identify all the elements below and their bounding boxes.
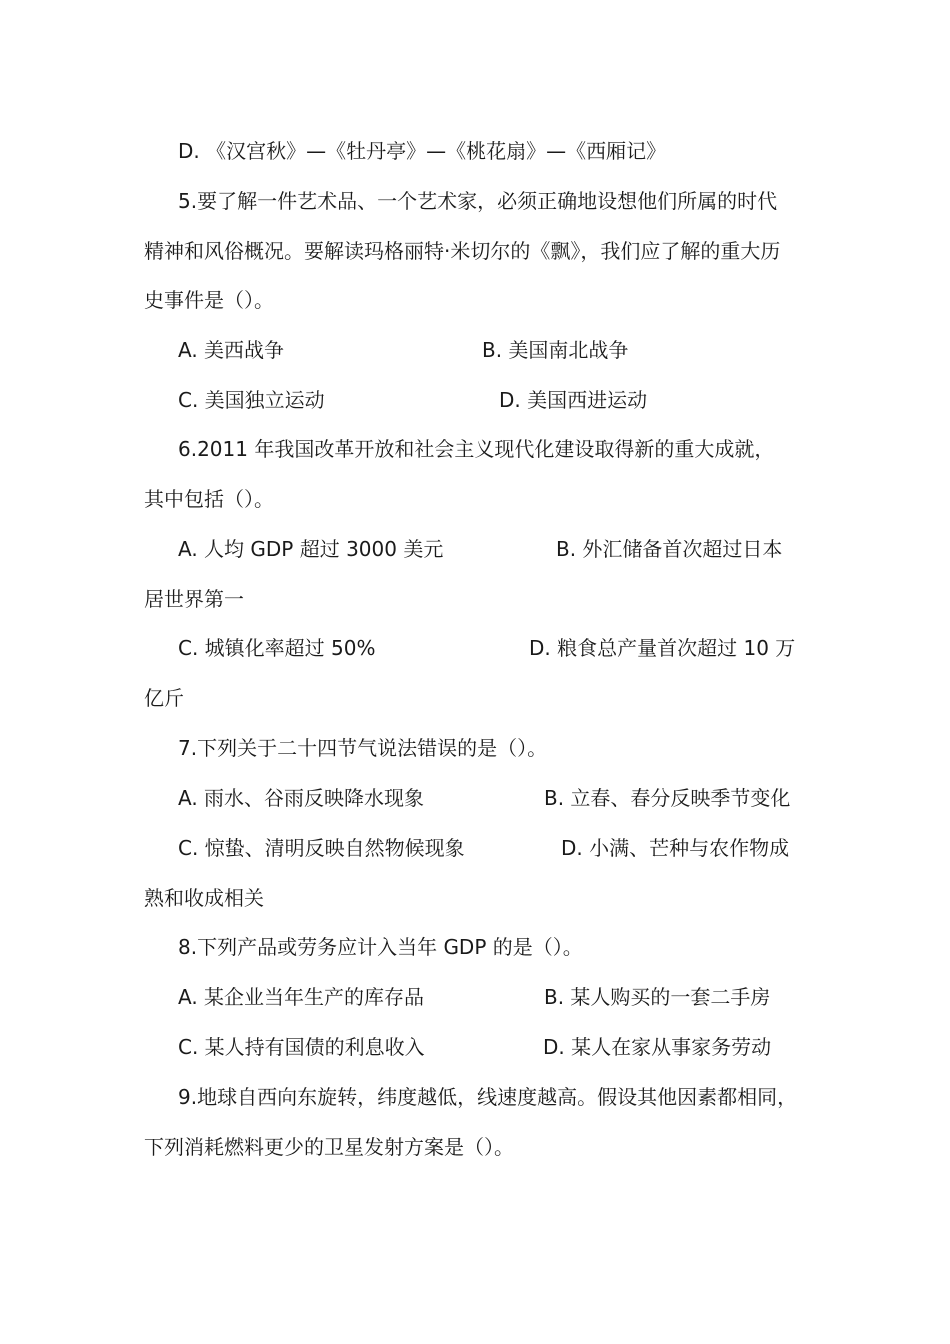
q6-stem-line1: 6.2011 年我国改革开放和社会主义现代化建设取得新的重大成就，: [178, 437, 775, 461]
q6-option-c: C. 城镇化率超过 50%: [178, 636, 376, 660]
q7-option-d-cont: 熟和收成相关: [144, 886, 264, 910]
q7-option-c: C. 惊蛰、清明反映自然物候现象: [178, 836, 465, 860]
q9-stem-line1: 9.地球自西向东旋转，纬度越低，线速度越高。假设其他因素都相同，: [178, 1085, 798, 1109]
q6-stem-line2: 其中包括（）。: [144, 487, 274, 511]
q6-option-b: B. 外汇储备首次超过日本: [556, 537, 783, 561]
q7-stem: 7.下列关于二十四节气说法错误的是（）。: [178, 736, 548, 760]
q6-option-d-cont: 亿斤: [144, 686, 184, 710]
q8-stem: 8.下列产品或劳务应计入当年 GDP 的是（）。: [178, 935, 583, 959]
q8-option-c: C. 某人持有国债的利息收入: [178, 1035, 425, 1059]
q7-option-d: D. 小满、芒种与农作物成: [561, 836, 790, 860]
q5-option-c: C. 美国独立运动: [178, 388, 325, 412]
q5-option-b: B. 美国南北战争: [482, 338, 629, 362]
q8-option-b: B. 某人购买的一套二手房: [544, 985, 771, 1009]
q6-option-b-cont: 居世界第一: [144, 587, 244, 611]
q7-option-b: B. 立春、春分反映季节变化: [544, 786, 791, 810]
q4-option-d: D. 《汉宫秋》—《牡丹亭》—《桃花扇》—《西厢记》: [178, 139, 667, 163]
q5-option-d: D. 美国西进运动: [499, 388, 648, 412]
q6-option-d: D. 粮食总产量首次超过 10 万: [529, 636, 796, 660]
q8-option-a: A. 某企业当年生产的库存品: [178, 985, 425, 1009]
q6-option-a: A. 人均 GDP 超过 3000 美元: [178, 537, 444, 561]
q5-stem-line3: 史事件是（）。: [144, 288, 274, 312]
q5-stem-line2: 精神和风俗概况。要解读玛格丽特·米切尔的《飘》，我们应了解的重大历: [144, 239, 781, 263]
q5-stem-line1: 5.要了解一件艺术品、一个艺术家，必须正确地设想他们所属的时代: [178, 189, 778, 213]
q5-option-a: A. 美西战争: [178, 338, 285, 362]
q8-option-d: D. 某人在家从事家务劳动: [543, 1035, 772, 1059]
q9-stem-line2: 下列消耗燃料更少的卫星发射方案是（）。: [144, 1135, 514, 1159]
q7-option-a: A. 雨水、谷雨反映降水现象: [178, 786, 425, 810]
